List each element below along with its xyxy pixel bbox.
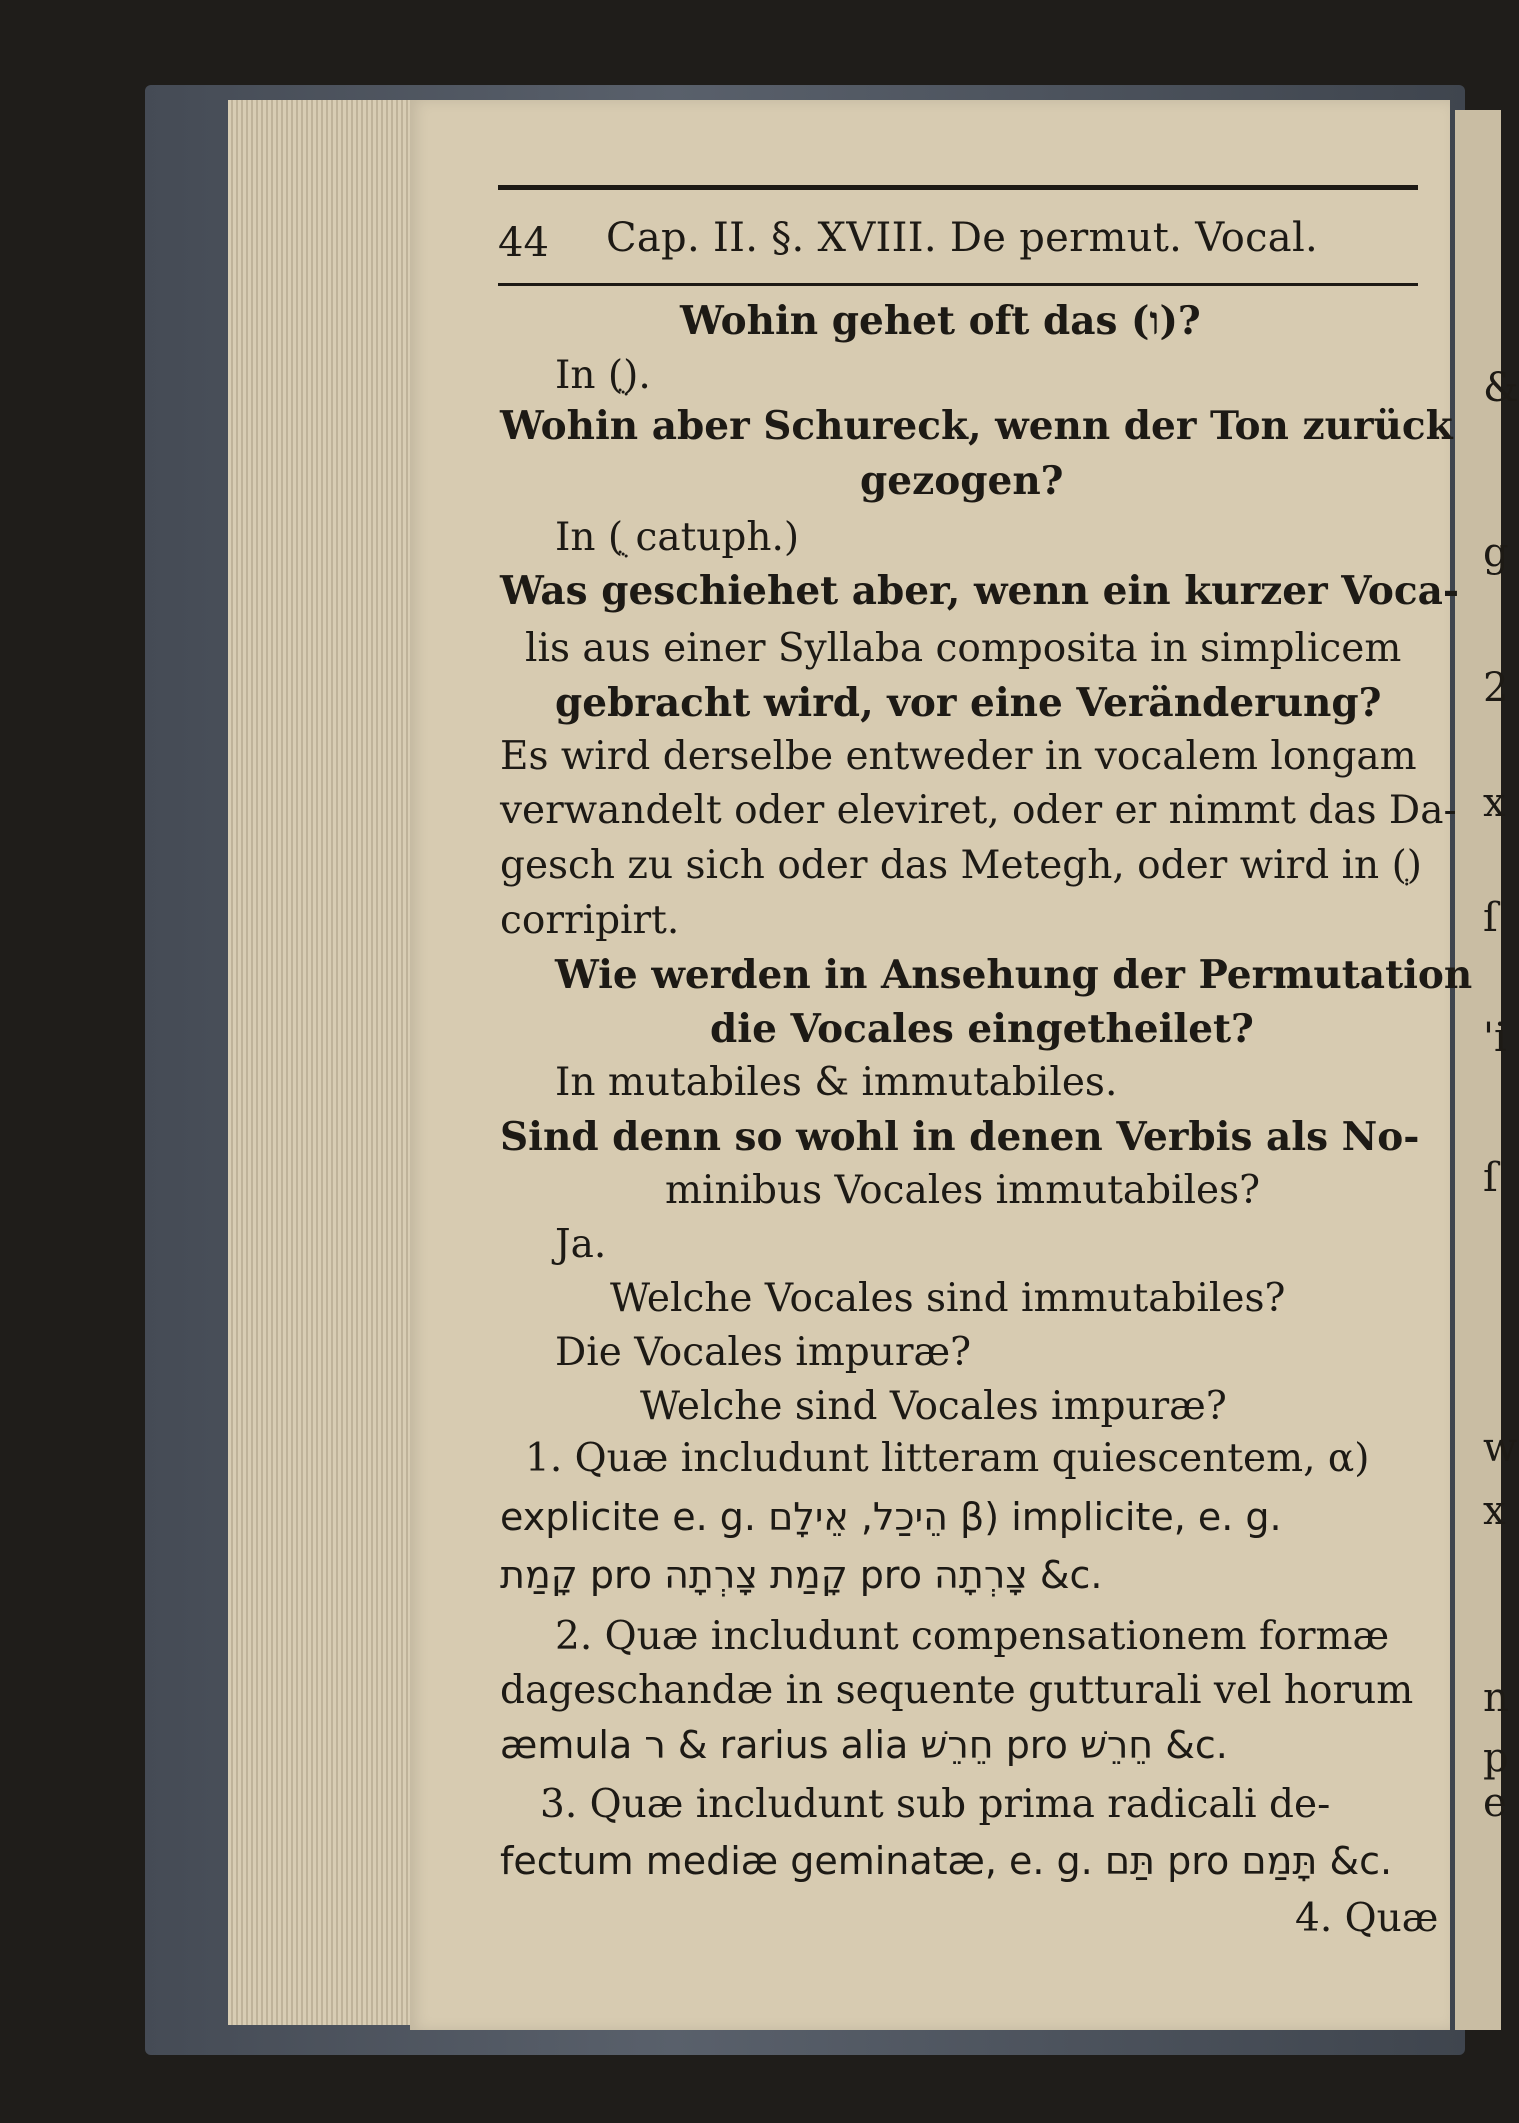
list-item-line: 3. Quæ includunt sub prima radicali de- (540, 1782, 1331, 1827)
answer-line: Die Vocales impuræ? (555, 1330, 972, 1375)
answer-line: verwandelt oder eleviret, oder er nimmt das Da- (500, 788, 1457, 833)
next-page-fragment: ſ (1483, 895, 1498, 941)
question-line: gezogen? (860, 458, 1064, 504)
list-item-line: קָמַת pro קָמַת צָרְתָה pro צָרְתָה &c. (500, 1553, 1103, 1597)
answer-line: In (ֻ catuph.) (555, 515, 800, 560)
answer-line: In (ֻ). (555, 353, 651, 398)
running-title: Cap. II. §. XVIII. De permut. Vocal. (606, 215, 1319, 261)
next-page-fragment: ſ (1483, 1155, 1498, 1201)
answer-line: Es wird derselbe entweder in vocalem longam (500, 734, 1417, 779)
next-page-fragment: n (1483, 1675, 1509, 1721)
next-page-fragment: 'i (1483, 1015, 1507, 1061)
question-line: gebracht wird, vor eine Veränderung? (555, 680, 1382, 726)
next-page-fragment: w (1483, 1425, 1518, 1471)
header-rule-top (498, 185, 1418, 190)
header-rule-bottom (498, 283, 1418, 286)
next-page-fragment: x (1483, 1488, 1506, 1534)
catchword: 4. Quæ (1295, 1896, 1439, 1941)
answer-line: Ja. (555, 1222, 607, 1267)
question-line: Sind denn so wohl in denen Verbis als No- (500, 1114, 1420, 1160)
list-item-line: 2. Quæ includunt compensationem formæ (555, 1614, 1390, 1659)
list-item-line: fectum mediæ geminatæ, e. g. תַּם pro תָּמַם &c. (500, 1839, 1393, 1883)
question-line: die Vocales eingetheilet? (710, 1006, 1254, 1052)
next-page-fragment: p (1483, 1735, 1509, 1781)
question-line: minibus Vocales immutabiles? (665, 1168, 1261, 1213)
list-item-line: æmula ר & rarius alia חֵרֵשׁ pro חֵרֵשׁ &c. (500, 1723, 1228, 1767)
next-page-fragment: x (1483, 780, 1506, 826)
answer-line: In mutabiles & immutabiles. (555, 1060, 1118, 1105)
list-item-line: explicite e. g. הֵיכַל, אֵילָם β) implicite, e. g. (500, 1495, 1282, 1539)
answer-line: gesch zu sich oder das Metegh, oder wird in (ְ) (500, 843, 1423, 888)
question-line: Wohin aber Schureck, wenn der Ton zurück (500, 403, 1453, 449)
question-line: Welche sind Vocales impuræ? (640, 1384, 1227, 1429)
next-page-fragment: 2 (1483, 665, 1509, 711)
list-item-line: dageschandæ in sequente gutturali vel horum (500, 1668, 1414, 1713)
question-line: lis aus einer Syllaba composita in simplicem (525, 626, 1402, 671)
page-edges (228, 100, 423, 2025)
list-item-line: 1. Quæ includunt litteram quiescentem, α) (525, 1436, 1370, 1481)
page-number: 44 (498, 220, 549, 266)
question-line: Welche Vocales sind immutabiles? (610, 1276, 1286, 1321)
running-header (498, 215, 1418, 265)
question-line: Wohin gehet oft das (ו)? (680, 298, 1201, 344)
next-page-fragment: & (1483, 365, 1519, 411)
question-line: Was geschiehet aber, wenn ein kurzer Voca- (500, 568, 1460, 614)
question-line: Wie werden in Ansehung der Permutation (555, 952, 1473, 998)
answer-line: corripirt. (500, 898, 680, 943)
next-page-fragment: e (1483, 1780, 1507, 1826)
next-page-fragment: g (1483, 530, 1509, 576)
